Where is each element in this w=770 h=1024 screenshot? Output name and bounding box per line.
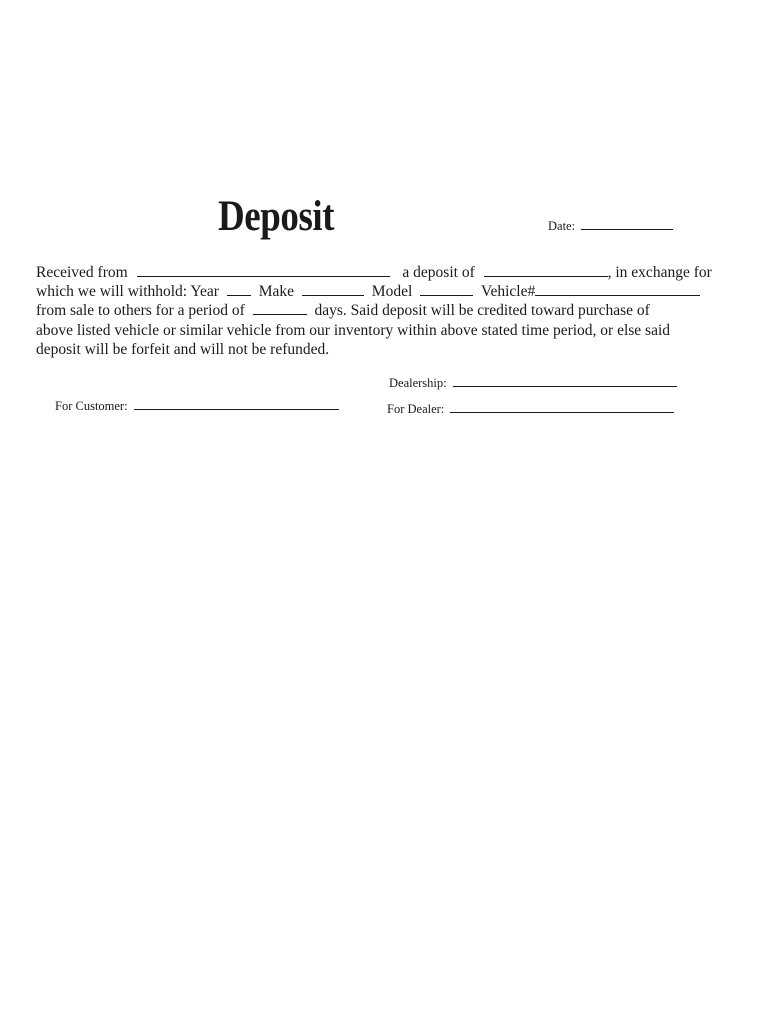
deposit-terms [36, 263, 726, 359]
customer-signature-row [55, 399, 339, 414]
received-from-label: Received from [36, 264, 128, 281]
date-row [548, 219, 673, 234]
date-label: Date: [548, 219, 576, 233]
period-label: from sale to others for a period of [36, 302, 245, 320]
dealer-signature-row [387, 402, 674, 417]
year-field[interactable] [227, 283, 251, 296]
date-field[interactable] [581, 228, 673, 230]
dealer-signature-field[interactable] [450, 411, 674, 413]
dealer-signature-label: For Dealer: [387, 402, 445, 416]
make-label: Make [258, 283, 295, 301]
terms-line-3 [36, 301, 726, 320]
customer-signature-field[interactable] [134, 408, 339, 410]
dealership-row [389, 376, 677, 391]
model-field[interactable] [420, 283, 473, 296]
dealership-field[interactable] [453, 385, 677, 387]
days-field[interactable] [253, 302, 307, 315]
exchange-label: , in exchange for [607, 264, 712, 281]
vehicle-number-label: Vehicle# [481, 283, 536, 301]
vehicle-number-field[interactable] [535, 283, 700, 296]
make-field[interactable] [302, 283, 364, 296]
terms-line-2 [36, 282, 726, 301]
received-from-field[interactable] [137, 264, 390, 277]
terms-line-5: deposit will be forfeit and will not be refunded. [36, 340, 330, 358]
year-label: which we will withhold: Year [36, 283, 219, 301]
dealership-label: Dealership: [389, 376, 447, 390]
deposit-amount-field[interactable] [484, 264, 608, 277]
form-title: Deposit [218, 193, 335, 240]
deposit-amount-label: a deposit of [402, 264, 475, 281]
terms-line-1 [36, 263, 726, 282]
days-text: days. Said deposit will be credited toward purchase of [314, 302, 650, 320]
terms-line-4: above listed vehicle or similar vehicle from our inventory within above stated time period, or else said [36, 321, 671, 339]
model-label: Model [371, 283, 413, 301]
customer-signature-label: For Customer: [55, 399, 128, 413]
